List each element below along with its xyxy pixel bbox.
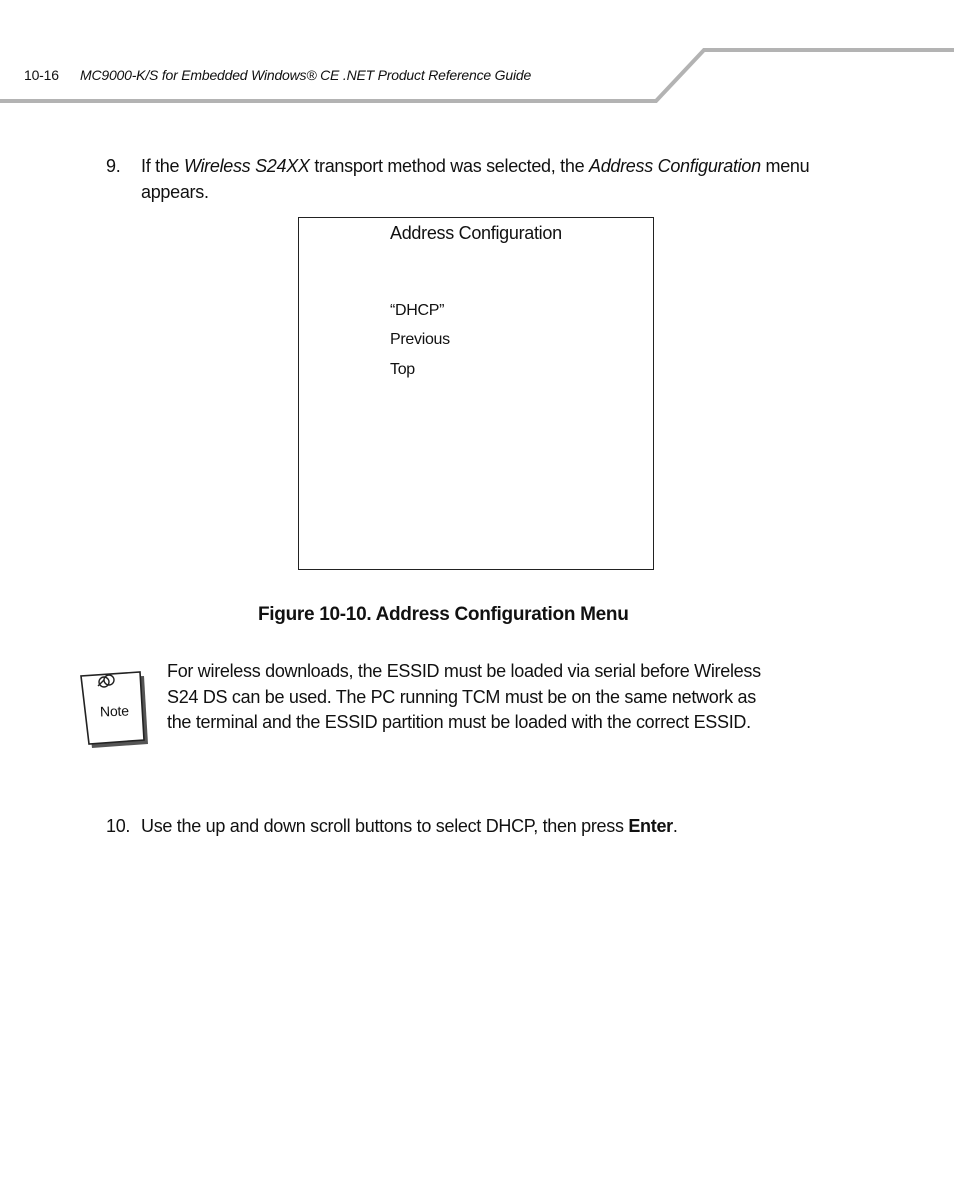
note-line: For wireless downloads, the ESSID must be loaded via serial before Wireless <box>167 661 761 681</box>
step-9-number: 9. <box>106 156 121 176</box>
page-number: 10-16 <box>24 67 59 83</box>
step-9-text-3: menu appears. <box>141 156 810 202</box>
step-9-text <box>141 153 841 205</box>
step-10-bold: Enter <box>628 816 673 836</box>
note-line: the terminal and the ESSID partition must be loaded with the correct ESSID. <box>167 712 751 732</box>
menu-item-dhcp[interactable]: “DHCP” <box>390 302 445 319</box>
note-text <box>167 659 777 736</box>
menu-item-previous[interactable]: Previous <box>390 331 450 348</box>
step-9-text-2: transport method was selected, the <box>309 156 589 176</box>
figure-caption: Figure 10-10. Address Configuration Menu <box>258 604 629 625</box>
step-10-number: 10. <box>106 816 131 836</box>
step-9-italic-1: Wireless S24XX <box>183 156 310 176</box>
note-line: S24 DS can be used. The PC running TCM must be on the same network as <box>167 686 756 707</box>
step-10-text-2: . <box>672 816 678 836</box>
menu-item-top[interactable]: Top <box>390 361 415 378</box>
step-10-text <box>141 813 861 839</box>
running-title: MC9000-K/S for Embedded Windows® CE .NET Product Reference Guide <box>80 67 532 83</box>
address-configuration-screen <box>298 217 654 570</box>
header-rule <box>0 0 954 110</box>
step-9-text-1: If the <box>141 156 184 176</box>
screen-title: Address Configuration <box>390 223 562 243</box>
note-icon-label: Note <box>99 702 130 720</box>
step-9-italic-2: Address Configuration <box>588 156 761 176</box>
step-10-text-1: Use the up and down scroll buttons to select DHCP, then press <box>141 816 629 836</box>
